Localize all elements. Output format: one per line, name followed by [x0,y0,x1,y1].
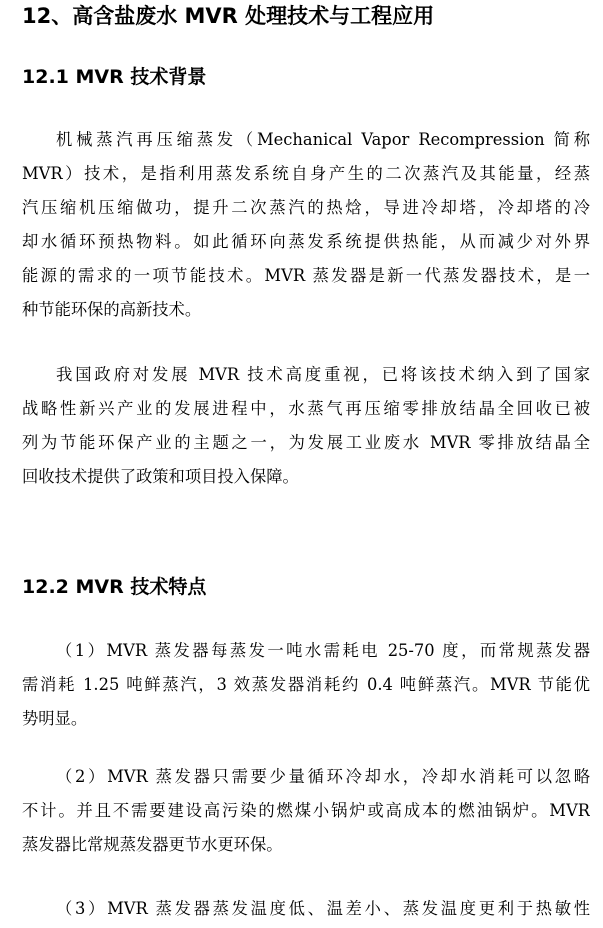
background-paragraph-1 [22,123,590,327]
text-line: 回收技术提供了政策和项目投入保障。 [22,467,299,486]
text-line: 能源的需求的一项节能技术。MVR 蒸发器是新一代蒸发器技术，是一 [22,266,590,285]
text-line: 机械蒸汽再压缩蒸发（Mechanical Vapor Recompression 简称 [56,130,590,149]
background-heading: 12.1 MVR 技术背景 [22,66,207,88]
text-line: 战略性新兴产业的发展进程中，水蒸气再压缩零排放结晶全回收已被 [22,399,590,418]
text-line: 我国政府对发展 MVR 技术高度重视，已将该技术纳入到了国家 [56,365,590,384]
feature-item-3 [22,892,590,926]
text-line: 不计。并且不需要建设高污染的燃煤小锅炉或高成本的燃油锅炉。MVR [22,801,590,820]
text-line: （2）MVR 蒸发器只需要少量循环冷却水，冷却水消耗可以忽略 [56,767,590,786]
text-line: 种节能环保的高新技术。 [22,300,202,319]
features-heading: 12.2 MVR 技术特点 [22,576,207,598]
feature-item-2 [22,760,590,862]
text-line: MVR）技术，是指利用蒸发系统自身产生的二次蒸汽及其能量，经蒸 [22,164,590,183]
section-title: 12、高含盐废水 MVR 处理技术与工程应用 [22,4,435,28]
text-line: （3）MVR 蒸发器蒸发温度低、温差小、蒸发温度更利于热敏性 [56,899,590,918]
text-line: 列为节能环保产业的主题之一，为发展工业废水 MVR 零排放结晶全 [22,433,590,452]
text-line: 势明显。 [22,709,88,728]
text-line: 蒸发器比常规蒸发器更节水更环保。 [22,835,283,854]
text-line: （1）MVR 蒸发器每蒸发一吨水需耗电 25-70 度，而常规蒸发器 [56,641,590,660]
background-paragraph-2 [22,358,590,494]
text-line: 却水循环预热物料。如此循环向蒸发系统提供热能，从而减少对外界 [22,232,590,251]
text-line: 汽压缩机压缩做功，提升二次蒸汽的热焓，导进冷却塔，冷却塔的冷 [22,198,590,217]
text-line: 需消耗 1.25 吨鲜蒸汽，3 效蒸发器消耗约 0.4 吨鲜蒸汽。MVR 节能优 [22,675,590,694]
feature-item-1 [22,634,590,736]
